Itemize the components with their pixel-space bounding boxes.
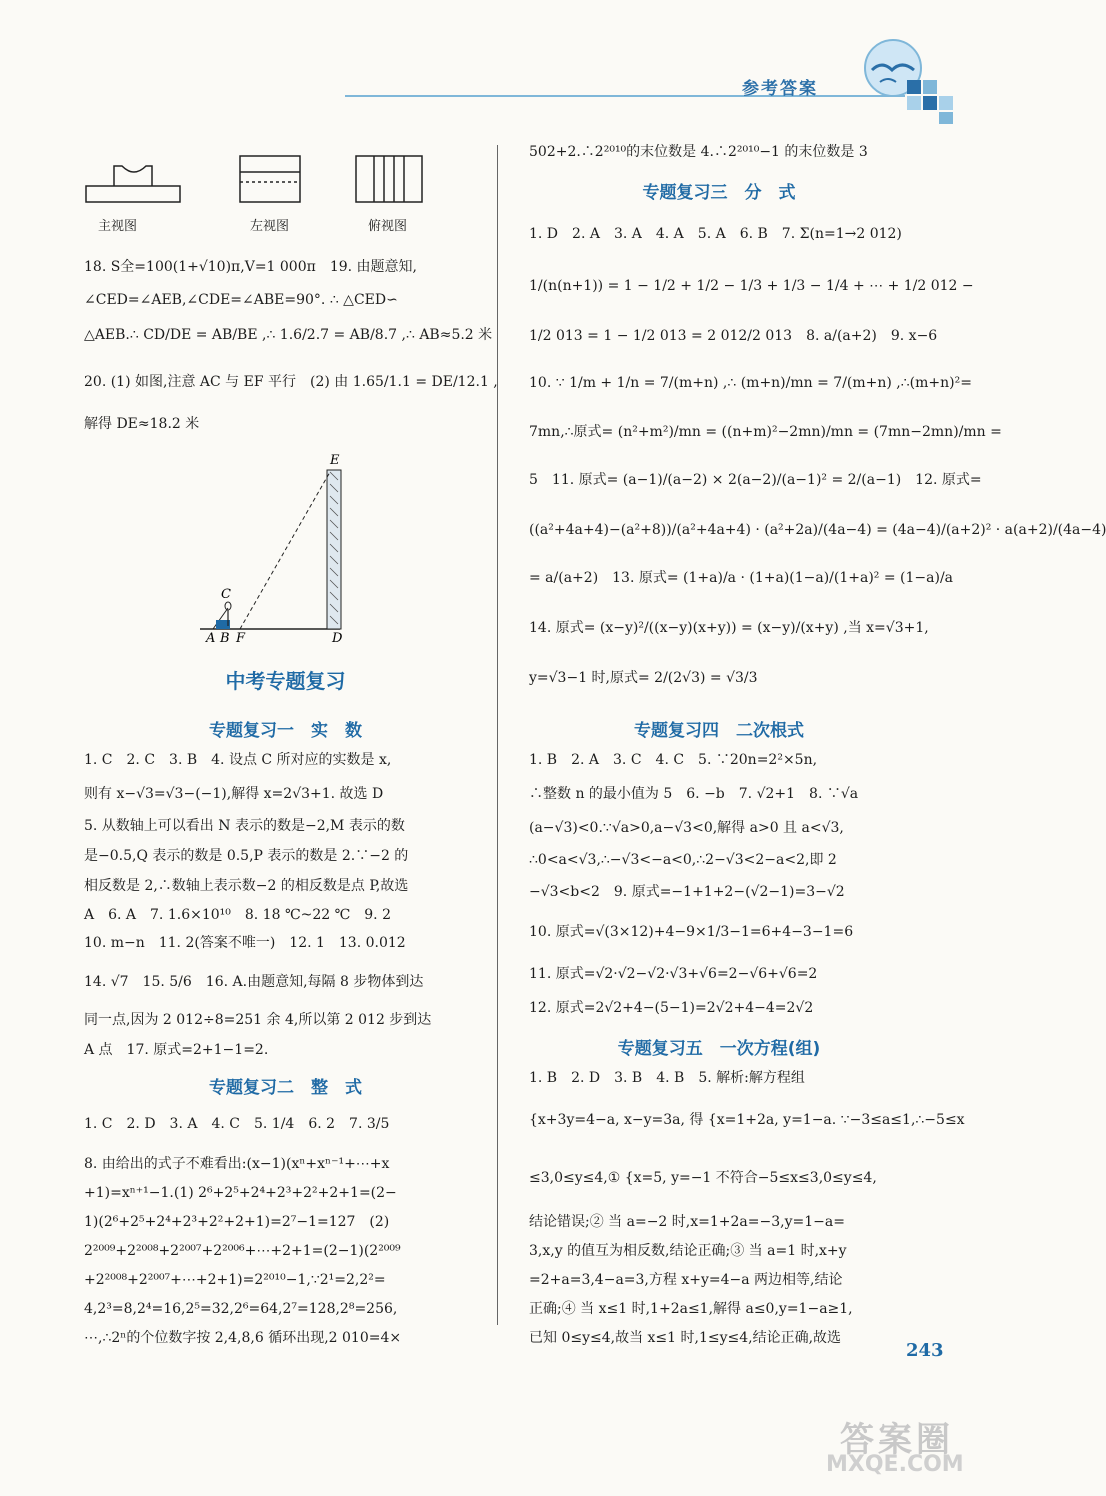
- shadow-geometry-figure: [190, 448, 360, 644]
- sec3-line-4: 10. ∵ 1/m + 1/n = 7/(m+n) ,∴ (m+n)/mn = 7/(m+n) ,∴(m+n)²=: [529, 375, 972, 391]
- header-rule: [345, 95, 905, 97]
- label-D: D: [332, 631, 343, 646]
- sec4-line-6: 10. 原式=√(3×12)+4−9×1/3−1=6+4−3−1=6: [529, 924, 854, 940]
- sec2-line-1: 1. C 2. D 3. A 4. C 5. 1/4 6. 2 7. 3/5: [84, 1116, 390, 1132]
- page-number: 243: [906, 1340, 944, 1361]
- sec5-line-7: 正确;④ 当 x≤1 时,1+2a≤1,解得 a≤0,y=1−a≥1,: [529, 1301, 853, 1317]
- sec4-line-3: (a−√3)<0.∵√a>0,a−√3<0,解得 a>0 且 a<√3,: [529, 820, 844, 836]
- sec2-line-3: +1)=xⁿ⁺¹−1.(1) 2⁶+2⁵+2⁴+2³+2²+2+1=(2−: [84, 1185, 397, 1201]
- sec1-line-10: A 点 17. 原式=2+1−1=2.: [84, 1042, 269, 1058]
- section-title-1: 专题复习一 实 数: [209, 721, 362, 741]
- answer-line-19b: △AEB.∴ CD/DE = AB/BE ,∴ 1.6/2.7 = AB/8.7 ,∴ AB≈5.2 米: [84, 327, 493, 343]
- sec4-line-7: 11. 原式=√2·√2−√2·√3+√6=2−√6+√6=2: [529, 966, 818, 982]
- sec3-line-5: 7mn,∴原式= (n²+m²)/mn = ((n+m)²−2mn)/mn = (7mn−2mn)/mn =: [529, 424, 1002, 440]
- sec2-line-5: 2²⁰⁰⁹+2²⁰⁰⁸+2²⁰⁰⁷+2²⁰⁰⁶+⋯+2+1=(2−1)(2²⁰⁰⁹: [84, 1243, 401, 1259]
- sec1-line-9: 同一点,因为 2 012÷8=251 余 4,所以第 2 012 步到达: [84, 1012, 432, 1028]
- watermark-logo: 答案圈: [840, 1420, 954, 1460]
- sec5-line-6: =2+a=3,4−a=3,方程 x+y=4−a 两边相等,结论: [529, 1272, 843, 1288]
- sec5-line-8: 已知 0≤y≤4,故当 x≤1 时,1≤y≤4,结论正确,故选: [529, 1330, 842, 1346]
- sec5-line-4: 结论错误;② 当 a=−2 时,x=1+2a=−3,y=1−a=: [529, 1214, 845, 1230]
- sec5-line-3: ≤3,0≤y≤4,① {x=5, y=−1 不符合−5≤x≤3,0≤y≤4,: [529, 1170, 877, 1186]
- label-C: C: [221, 587, 231, 602]
- sec3-line-6: 5 11. 原式= (a−1)/(a−2) × 2(a−2)/(a−1)² = 2/(a−1) 12. 原式=: [529, 472, 982, 488]
- part-title: 中考专题复习: [225, 669, 346, 693]
- decorative-squares-icon: [905, 78, 955, 126]
- section-title-4: 专题复习四 二次根式: [634, 721, 804, 741]
- label-A: A: [206, 631, 216, 646]
- sec1-line-3: 5. 从数轴上可以看出 N 表示的数是−2,M 表示的数: [84, 818, 405, 834]
- sec1-line-7: 10. m−n 11. 2(答案不唯一) 12. 1 13. 0.012: [84, 935, 406, 951]
- column-divider: [497, 145, 498, 1325]
- label-B: B: [220, 631, 230, 646]
- sec2-line-4: 1)(2⁶+2⁵+2⁴+2³+2²+2+1)=2⁷−1=127 (2): [84, 1214, 390, 1230]
- sec3-line-9: 14. 原式= (x−y)²/((x−y)(x+y)) = (x−y)/(x+y) ,当 x=√3+1,: [529, 620, 929, 636]
- sec4-line-4: ∴0<a<√3,∴−√3<−a<0,∴2−√3<2−a<2,即 2: [529, 852, 837, 868]
- sec2-line-7: 4,2³=8,2⁴=16,2⁵=32,2⁶=64,2⁷=128,2⁸=256,: [84, 1301, 398, 1317]
- sec2-line-2: 8. 由给出的式子不难看出:(x−1)(xⁿ+xⁿ⁻¹+⋯+x: [84, 1156, 390, 1172]
- section-title-5: 专题复习五 一次方程(组): [617, 1039, 821, 1059]
- right-top-line: 502+2.∴2²⁰¹⁰的末位数是 4.∴2²⁰¹⁰−1 的末位数是 3: [529, 144, 868, 160]
- sec4-line-8: 12. 原式=2√2+4−(5−1)=2√2+4−4=2√2: [529, 1000, 814, 1016]
- answer-line-19: ∠CED=∠AEB,∠CDE=∠ABE=90°. ∴ △CED∽: [84, 292, 398, 308]
- sec5-line-5: 3,x,y 的值互为相反数,结论正确;③ 当 a=1 时,x+y: [529, 1243, 847, 1259]
- header-title: 参考答案: [742, 79, 818, 99]
- sec1-line-6: A 6. A 7. 1.6×10¹⁰ 8. 18 ℃~22 ℃ 9. 2: [84, 907, 391, 923]
- answer-line-18: 18. S全=100(1+√10)π,V=1 000π 19. 由题意知,: [84, 259, 417, 275]
- sec4-line-1: 1. B 2. A 3. C 4. C 5. ∵20n=2²×5n,: [529, 752, 818, 768]
- front-view-label: 主视图: [98, 219, 138, 234]
- sec3-line-3: 1/2 013 = 1 − 1/2 013 = 2 012/2 013 8. a/(a+2) 9. x−6: [529, 328, 938, 344]
- sec2-line-6: +2²⁰⁰⁸+2²⁰⁰⁷+⋯+2+1)=2²⁰¹⁰−1,∵2¹=2,2²=: [84, 1272, 386, 1288]
- sec3-line-1: 1. D 2. A 3. A 4. A 5. A 6. B 7. Σ(n=1→2 012): [529, 226, 902, 242]
- sec3-line-8: = a/(a+2) 13. 原式= (1+a)/a · (1+a)(1−a)/(1+a)² = (1−a)/a: [529, 570, 954, 586]
- watermark-url: MXQE.COM: [826, 1452, 964, 1477]
- sec1-line-5: 相反数是 2,∴数轴上表示数−2 的相反数是点 P,故选: [84, 878, 409, 894]
- sec4-line-5: −√3<b<2 9. 原式=−1+1+2−(√2−1)=3−√2: [529, 884, 845, 900]
- sec3-line-10: y=√3−1 时,原式= 2/(2√3) = √3/3: [529, 670, 758, 686]
- left-view: [240, 156, 300, 202]
- answer-line-20: 20. (1) 如图,注意 AC 与 EF 平行 (2) 由 1.65/1.1 = DE/12.1 ,: [84, 374, 498, 390]
- section-title-2: 专题复习二 整 式: [209, 1078, 362, 1098]
- answer-line-20b: 解得 DE≈18.2 米: [84, 416, 200, 432]
- left-view-label: 左视图: [250, 219, 290, 234]
- sec1-line-1: 1. C 2. C 3. B 4. 设点 C 所对应的实数是 x,: [84, 752, 392, 768]
- sec1-line-8: 14. √7 15. 5/6 16. A.由题意知,每隔 8 步物体到达: [84, 974, 424, 990]
- sec5-line-2: {x+3y=4−a, x−y=3a, 得 {x=1+2a, y=1−a. ∵−3≤a≤1,∴−5≤x: [529, 1112, 965, 1128]
- top-view-label: 俯视图: [368, 219, 408, 234]
- top-view: [356, 156, 422, 202]
- sec3-line-7: ((a²+4a+4)−(a²+8))/(a²+4a+4) · (a²+2a)/(4a−4) = (4a−4)/(a+2)² · a(a+2)/(4a−4): [529, 522, 1106, 538]
- sec3-line-2: 1/(n(n+1)) = 1 − 1/2 + 1/2 − 1/3 + 1/3 − 1/4 + ⋯ + 1/2 012 −: [529, 278, 974, 294]
- sec5-line-1: 1. B 2. D 3. B 4. B 5. 解析:解方程组: [529, 1070, 805, 1086]
- sec1-line-4: 是−0.5,Q 表示的数是 0.5,P 表示的数是 2.∵−2 的: [84, 848, 409, 864]
- label-E: E: [330, 453, 340, 468]
- sec1-line-2: 则有 x−√3=√3−(−1),解得 x=2√3+1. 故选 D: [84, 786, 384, 802]
- front-view: [86, 166, 180, 202]
- three-views-diagram: [84, 152, 444, 236]
- label-F: F: [236, 631, 246, 646]
- sec4-line-2: ∴整数 n 的最小值为 5 6. −b 7. √2+1 8. ∵√a: [529, 786, 859, 802]
- sec2-line-8: ⋯,∴2ⁿ的个位数字按 2,4,8,6 循环出现,2 010=4×: [84, 1330, 402, 1346]
- section-title-3: 专题复习三 分 式: [642, 183, 796, 203]
